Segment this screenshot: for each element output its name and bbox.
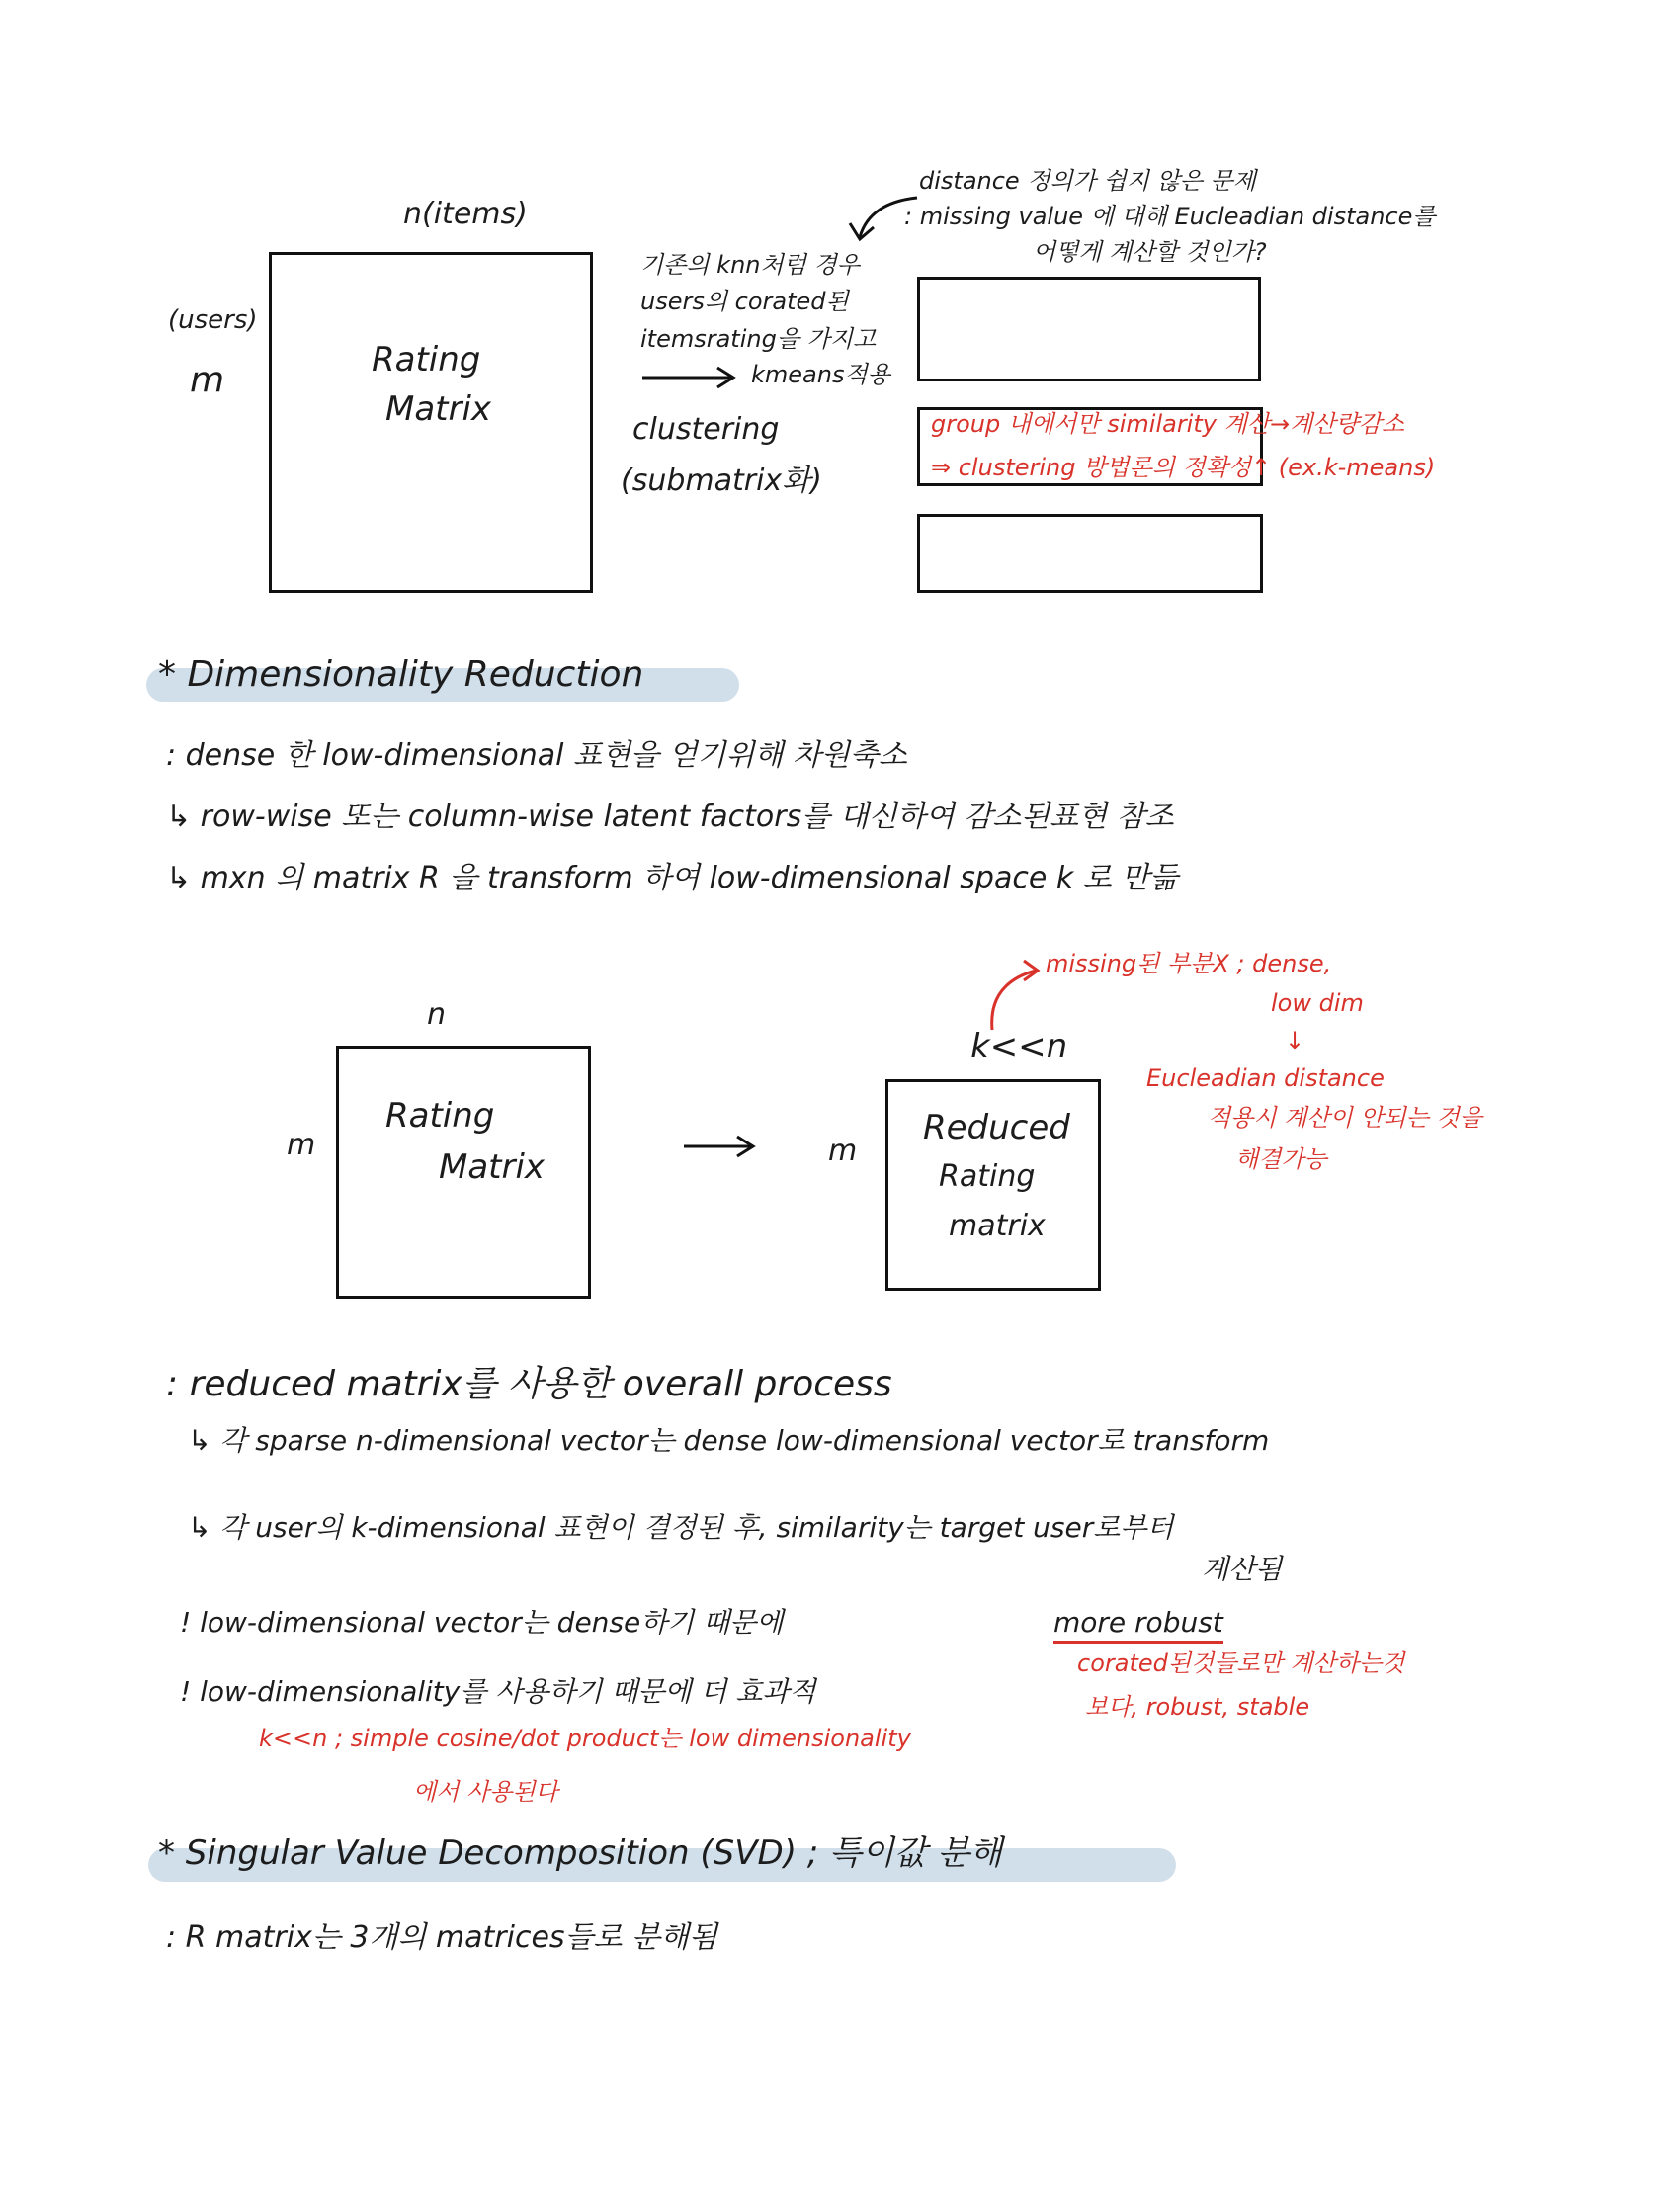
section1-line2: ↳ row-wise 또는 column-wise latent factors를 대신하여 감소된표현 참조 <box>166 800 1174 834</box>
cosine-note-1: k<<n ; simple cosine/dot product는 low dimensionality <box>259 1725 911 1752</box>
robust-note-1: corated된것들로만 계산하는것 <box>1077 1649 1405 1677</box>
knn-note-1: 기존의 knn처럼 경우 <box>640 251 860 279</box>
distance-note-3: 어떻게 계산할 것인가? <box>1033 238 1267 266</box>
cosine-note-2: 에서 사용된다 <box>413 1778 558 1806</box>
more-robust-label: more robust <box>1053 1607 1223 1644</box>
knn-note-3: itemsrating을 가지고 <box>640 325 877 353</box>
section2-title: : reduced matrix를 사용한 overall process <box>166 1364 892 1404</box>
reduced-line2: Rating <box>939 1159 1036 1194</box>
items-label: n(items) <box>403 197 528 231</box>
dense-note-5: 해결가능 <box>1235 1145 1327 1173</box>
m-left-label: m <box>287 1128 316 1162</box>
section2-line4: ! low-dimensionality를 사용하기 때문에 더 효과적 <box>180 1675 816 1708</box>
rating-matrix-label: Rating <box>372 340 481 380</box>
submatrix-label: (submatrix화) <box>621 464 822 498</box>
section2-line2: ↳ 각 user의 k-dimensional 표현이 결정된 후, similarity는 target user로부터 <box>188 1511 1174 1544</box>
section1-line3: ↳ mxn 의 matrix R 을 transform 하여 low-dimensional space k 로 만듦 <box>166 861 1179 895</box>
section3-title: * Singular Value Decomposition (SVD) ; 특이값 분해 <box>158 1833 1003 1873</box>
dense-note-4: 적용시 계산이 안되는 것을 <box>1208 1104 1482 1132</box>
reduced-line3: matrix <box>949 1209 1046 1243</box>
distance-note-2: : missing value 에 대해 Eucleadian distance를 <box>904 203 1436 230</box>
rating-matrix-2-line2: Matrix <box>439 1147 546 1187</box>
users-label: (users) <box>168 305 258 335</box>
knn-note-2: users의 corated된 <box>640 288 849 315</box>
dense-note-1: missing된 부분X ; dense, <box>1046 950 1332 977</box>
section1-title: * Dimensionality Reduction <box>158 654 644 695</box>
dense-note-arrow: ↓ <box>1285 1027 1305 1055</box>
robust-note-2: 보다, robust, stable <box>1085 1693 1310 1721</box>
section2-line1: ↳ 각 sparse n-dimensional vector는 dense low-dimensional vector로 transform <box>188 1424 1270 1457</box>
reduced-line1: Reduced <box>923 1108 1070 1147</box>
section1-line1: : dense 한 low-dimensional 표현을 얻기위해 차원축소 <box>166 738 907 773</box>
dense-note-2: low dim <box>1271 989 1364 1017</box>
kn-label: k<<n <box>970 1027 1068 1066</box>
clustering-accuracy-note: ⇒ clustering 방법론의 정확성↑ (ex.k-means) <box>931 454 1436 481</box>
clustering-label: clustering <box>632 412 780 447</box>
rating-matrix-label-2: Matrix <box>385 389 492 429</box>
n-label: n <box>427 997 447 1032</box>
rating-matrix-2-line1: Rating <box>385 1096 495 1136</box>
section3-line1: : R matrix는 3개의 matrices들로 분해됨 <box>166 1920 717 1955</box>
dense-arrow-icon <box>992 971 1036 1030</box>
section2-line3: ! low-dimensional vector는 dense하기 때문에 <box>180 1606 784 1639</box>
dense-note-3: Eucleadian distance <box>1146 1064 1385 1092</box>
section2-line2b: 계산됨 <box>1202 1553 1283 1585</box>
m-label: m <box>190 360 225 400</box>
group-similarity-note: group 내에서만 similarity 계산→계산량감소 <box>931 410 1404 438</box>
kmeans-note: kmeans적용 <box>751 361 890 388</box>
distance-note-1: distance 정의가 쉽지 않은 문제 <box>919 167 1256 195</box>
m-right-label: m <box>828 1134 858 1168</box>
